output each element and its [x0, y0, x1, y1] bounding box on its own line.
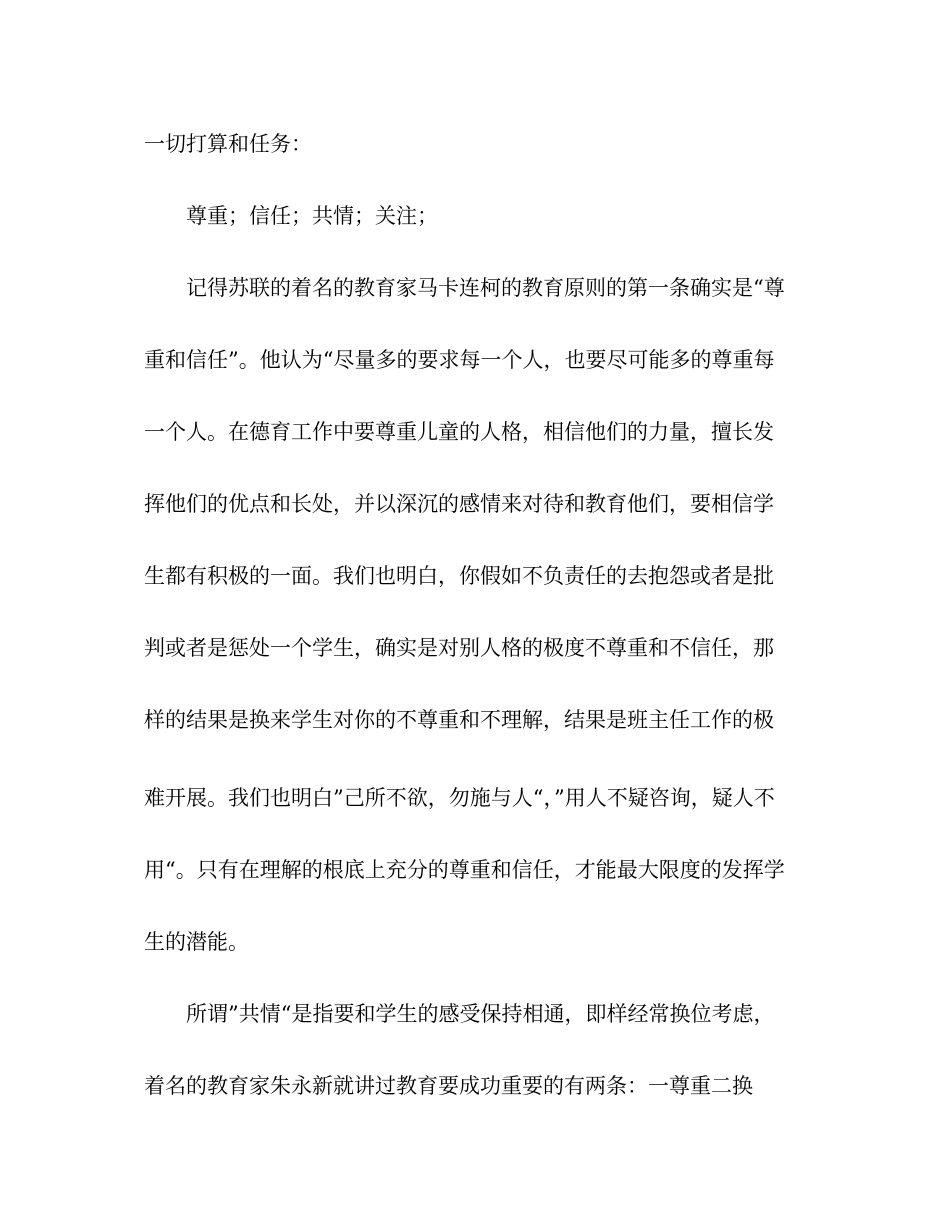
- text-line: 样的结果是换来学生对你的不尊重和不理解，结果是班主任工作的极: [144, 708, 774, 732]
- text-line: 重和信任”。他认为“尽量多的要求每一个人，也要尽可能多的尊重每: [144, 348, 775, 372]
- paragraph-start-line: 所谓”共情“是指要和学生的感受保持相通，即样经常换位考虑，: [186, 1002, 775, 1026]
- text-line: 一切打算和任务：: [144, 132, 312, 156]
- text-line: 用“。只有在理解的根底上充分的尊重和信任，才能最大限度的发挥学: [144, 858, 785, 882]
- text-line: 挥他们的优点和长处，并以深沉的感情来对待和教育他们，要相信学: [144, 492, 774, 516]
- text-line: 难开展。我们也明白”己所不欲，勿施与人“，”用人不疑咨询，疑人不: [144, 786, 775, 810]
- text-line: 一个人。在德育工作中要尊重儿童的人格，相信他们的力量，擅长发: [144, 420, 774, 444]
- text-line: 尊重；信任；共情；关注；: [186, 204, 438, 228]
- text-line: 判或者是惩处一个学生，确实是对别人格的极度不尊重和不信任，那: [144, 636, 774, 660]
- text-line: 生都有积极的一面。我们也明白，你假如不负责任的去抱怨或者是批: [144, 564, 774, 588]
- text-line: 着名的教育家朱永新就讲过教育要成功重要的有两条：一尊重二换: [144, 1074, 753, 1098]
- paragraph-start-line: 记得苏联的着名的教育家马卡连柯的教育原则的第一条确实是“尊: [186, 276, 785, 300]
- text-line: 生的潜能。: [144, 930, 249, 954]
